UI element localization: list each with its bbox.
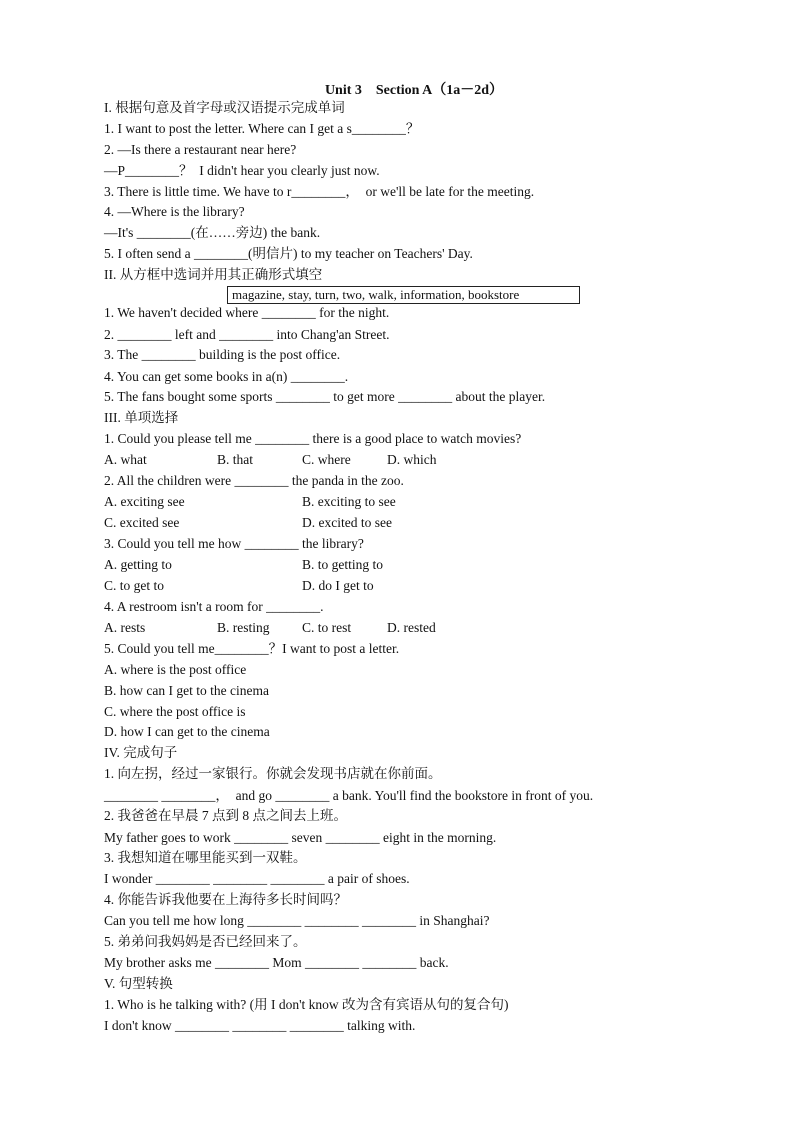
exercise-line: ________ ________， and go ________ a bank. You'll find the bookstore in front of you. xyxy=(104,788,594,803)
exercise-line: My father goes to work ________ seven ________ eight in the morning. xyxy=(104,830,497,845)
option-c: C. to rest xyxy=(302,620,352,635)
chinese-prompt: 2. 我爸爸在早晨 7 点到 8 点之间去上班。 xyxy=(104,808,347,823)
option-c: C. excited see xyxy=(104,515,180,530)
question-stem: 1. Could you please tell me ________ there is a good place to watch movies? xyxy=(104,431,522,446)
exercise-line: 4. You can get some books in a(n) ________. xyxy=(104,369,349,384)
exercise-line: I wonder ________ ________ ________ a pair of shoes. xyxy=(104,871,410,886)
question-stem: 2. All the children were ________ the panda in the zoo. xyxy=(104,473,404,488)
option-a: A. rests xyxy=(104,620,146,635)
section-heading-2: II. 从方框中选词并用其正确形式填空 xyxy=(104,267,323,282)
option-d: D. excited to see xyxy=(302,515,392,530)
section-heading-1: I. 根据句意及首字母或汉语提示完成单词 xyxy=(104,100,345,115)
exercise-line: 5. I often send a ________(明信片) to my teacher on Teachers' Day. xyxy=(104,246,473,261)
exercise-line: Can you tell me how long ________ ________ ________ in Shanghai? xyxy=(104,913,490,928)
option-d: D. do I get to xyxy=(302,578,374,593)
option-d: D. rested xyxy=(387,620,436,635)
exercise-line: 5. The fans bought some sports ________ to get more ________ about the player. xyxy=(104,389,546,404)
option-c: C. to get to xyxy=(104,578,164,593)
option-c: C. where xyxy=(302,452,351,467)
exercise-line: 1. I want to post the letter. Where can I get a s________？ xyxy=(104,121,420,136)
exercise-line: My brother asks me ________ Mom ________ ________ back. xyxy=(104,955,449,970)
exercise-line: —P________？ I didn't hear you clearly just now. xyxy=(104,163,380,178)
option-a: A. exciting see xyxy=(104,494,185,509)
exercise-line: 1. Who is he talking with? (用 I don't know 改为含有宾语从句的复合句) xyxy=(104,997,509,1012)
exercise-line: —It's ________(在……旁边) the bank. xyxy=(104,225,321,240)
chinese-prompt: 3. 我想知道在哪里能买到一双鞋。 xyxy=(104,850,307,865)
chinese-prompt: 5. 弟弟问我妈妈是否已经回来了。 xyxy=(104,934,307,949)
section-heading-4: IV. 完成句子 xyxy=(104,745,178,760)
chinese-prompt: 1. 向左拐，经过一家银行。你就会发现书店就在你前面。 xyxy=(104,766,442,781)
option-b: B. exciting to see xyxy=(302,494,396,509)
exercise-line: 1. We haven't decided where ________ for the night. xyxy=(104,305,390,320)
option-d: D. how I can get to the cinema xyxy=(104,724,270,739)
option-a: A. what xyxy=(104,452,147,467)
question-stem: 5. Could you tell me________？I want to post a letter. xyxy=(104,641,400,656)
page-title: Unit 3 Section A（1a－2d） xyxy=(324,83,504,98)
exercise-line: 4. —Where is the library? xyxy=(104,204,245,219)
question-stem: 3. Could you tell me how ________ the library? xyxy=(104,536,364,551)
word-box: magazine, stay, turn, two, walk, information, bookstore xyxy=(227,286,580,304)
option-a: A. getting to xyxy=(104,557,172,572)
exercise-line: 3. There is little time. We have to r________， or we'll be late for the meeting. xyxy=(104,184,535,199)
exercise-line: 2. —Is there a restaurant near here? xyxy=(104,142,297,157)
exercise-line: 3. The ________ building is the post office. xyxy=(104,347,341,362)
option-c: C. where the post office is xyxy=(104,704,246,719)
option-b: B. how can I get to the cinema xyxy=(104,683,269,698)
option-a: A. where is the post office xyxy=(104,662,247,677)
option-b: B. that xyxy=(217,452,253,467)
chinese-prompt: 4. 你能告诉我他要在上海待多长时间吗？ xyxy=(104,892,347,907)
section-heading-3: III. 单项选择 xyxy=(104,410,179,425)
section-heading-5: V. 句型转换 xyxy=(104,976,173,991)
option-d: D. which xyxy=(387,452,437,467)
exercise-line: 2. ________ left and ________ into Chang'an Street. xyxy=(104,327,390,342)
option-b: B. to getting to xyxy=(302,557,383,572)
exercise-line: I don't know ________ ________ ________ talking with. xyxy=(104,1018,416,1033)
question-stem: 4. A restroom isn't a room for ________. xyxy=(104,599,324,614)
option-b: B. resting xyxy=(217,620,270,635)
